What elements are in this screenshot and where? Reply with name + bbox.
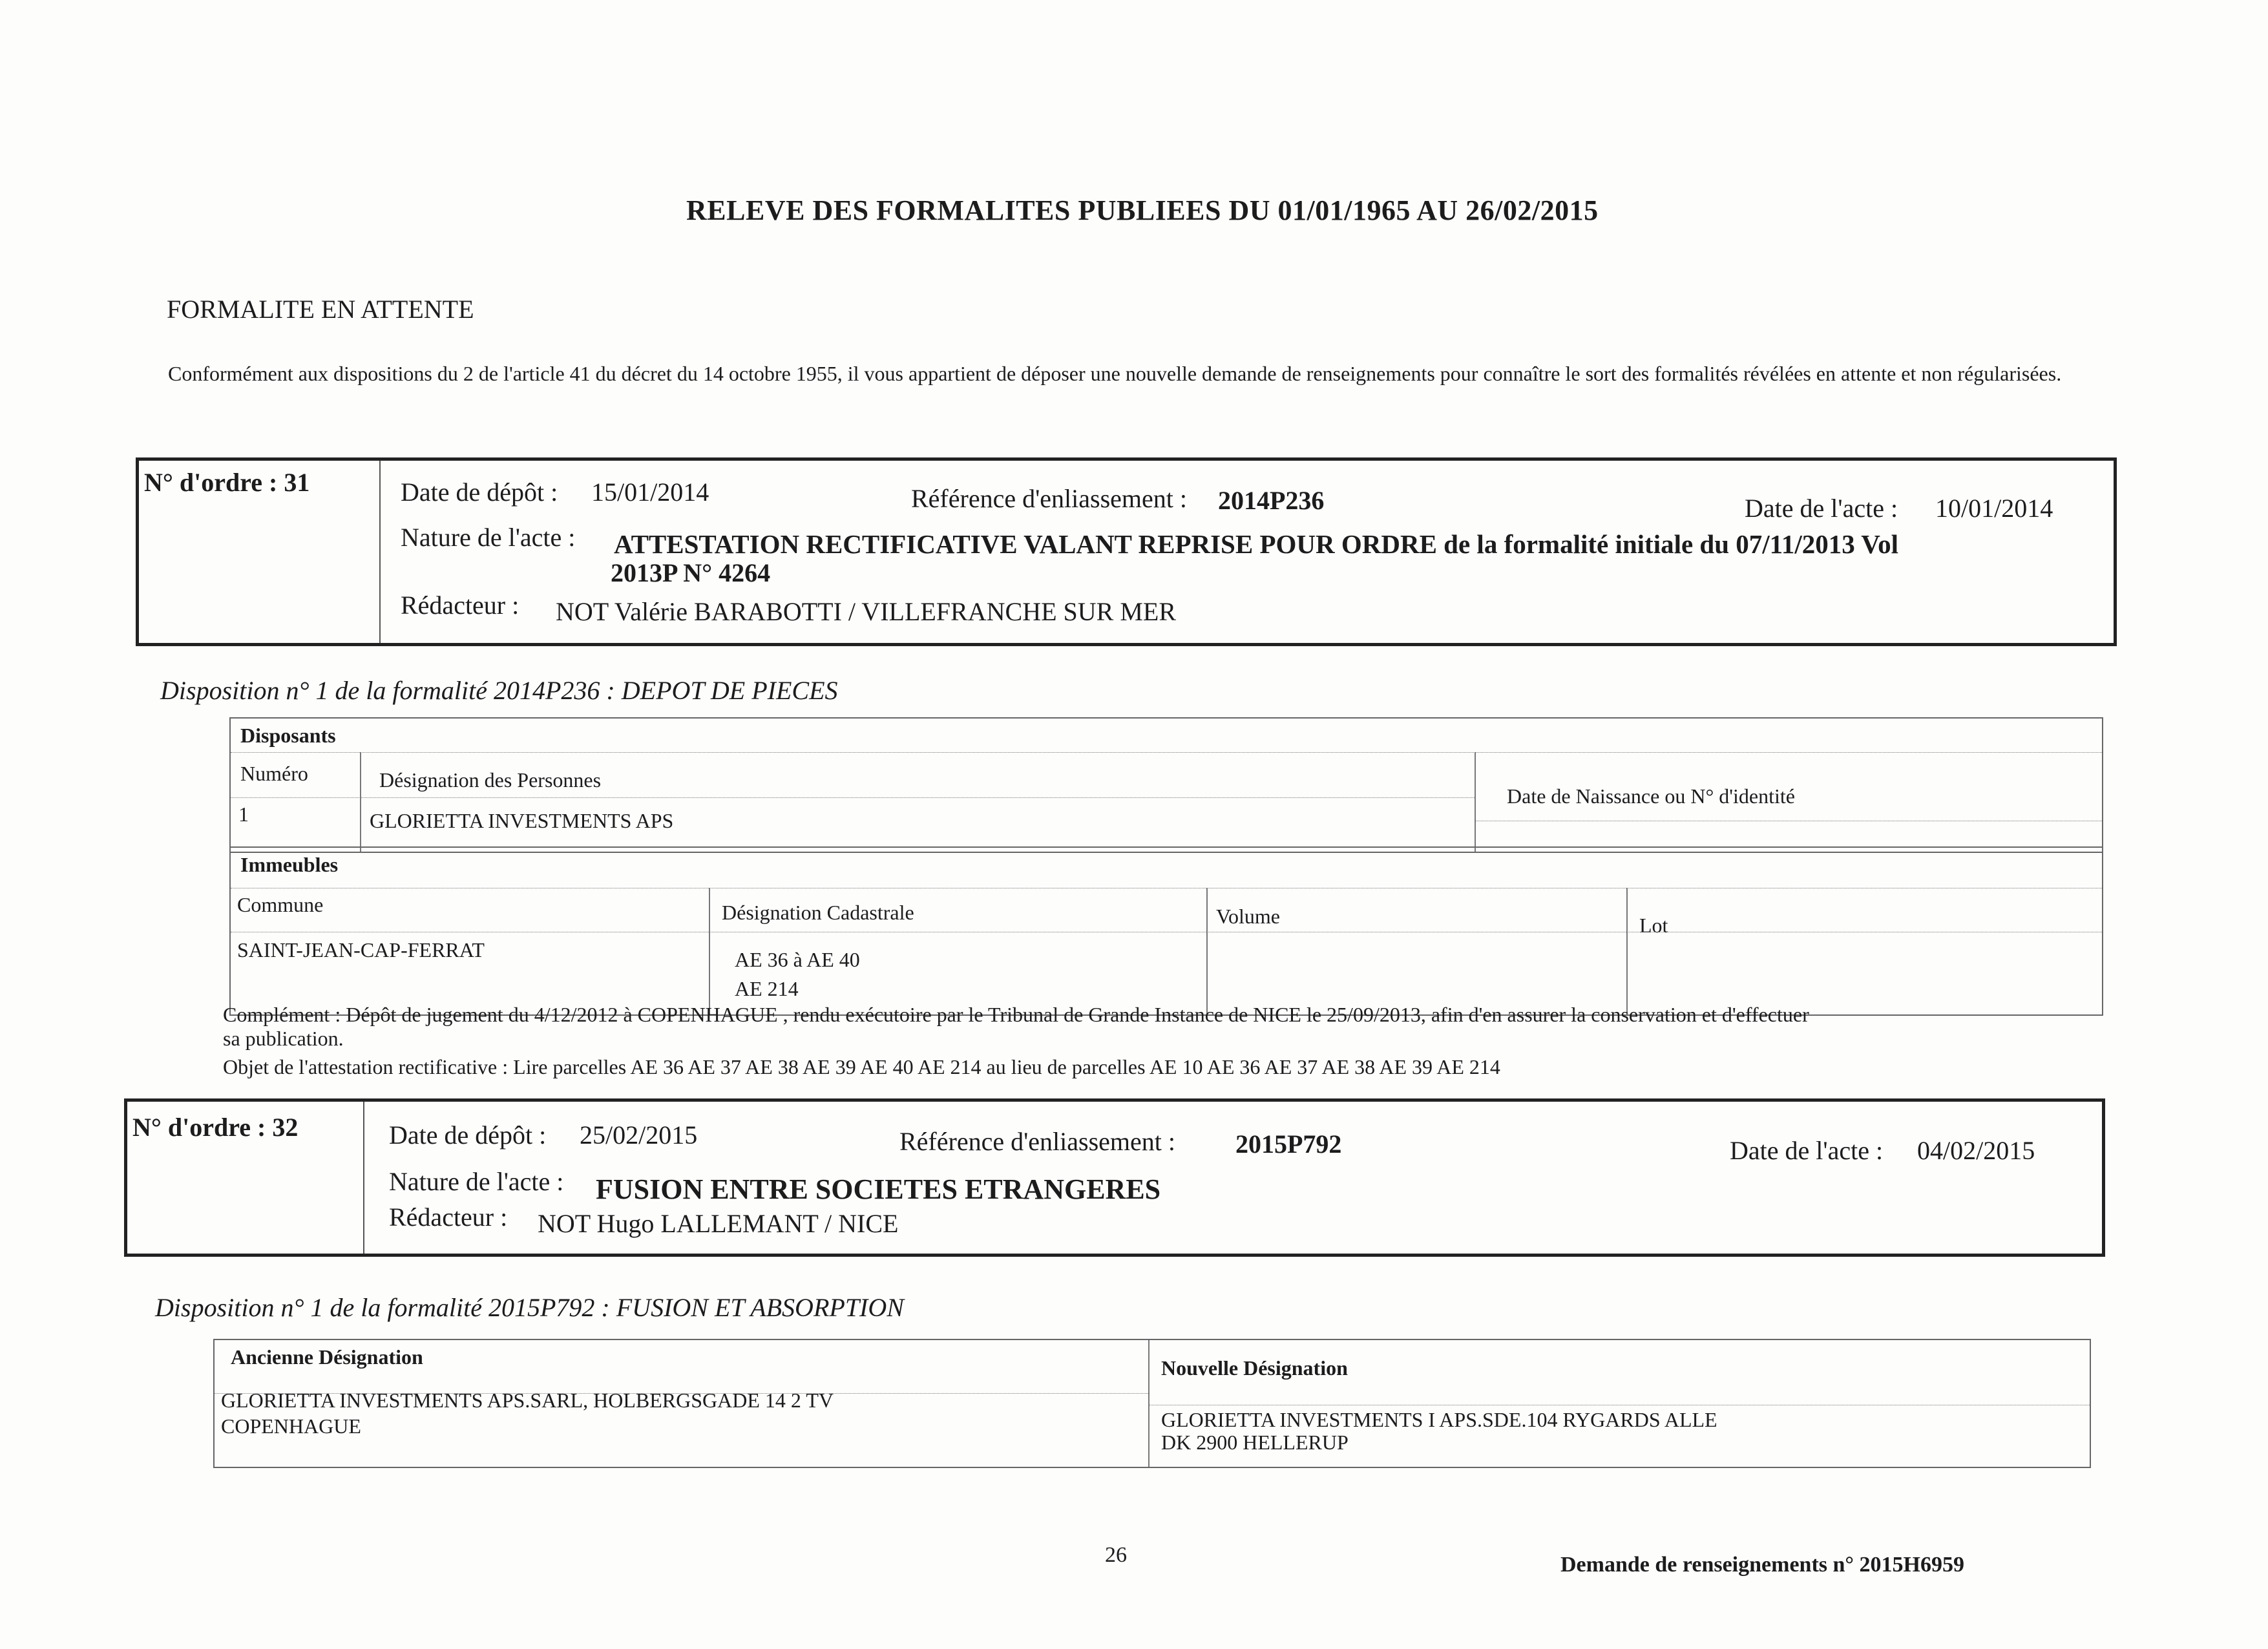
notice-text: Conformément aux dispositions du 2 de l'article 41 du décret du 14 octobre 1955, il vous appartient de déposer une nouvelle demande de renseignements pour connaître le sort des formalités révélées en attente et non régularisées. (168, 362, 2062, 385)
formalite-entry-31 (136, 457, 2117, 646)
depot-value: 15/01/2014 (591, 478, 709, 507)
reference-value: 2014P236 (1218, 486, 1325, 515)
nouvelle-line-2: DK 2900 HELLERUP (1161, 1431, 1349, 1454)
immeubles-table (229, 846, 2103, 1016)
row-designation: GLORIETTA INVESTMENTS APS (370, 809, 674, 832)
col-header-naissance: Date de Naissance ou N° d'identité (1507, 784, 1795, 808)
nature-value-line2: 2013P N° 4264 (611, 558, 771, 587)
immeubles-heading: Immeubles (240, 853, 339, 876)
complement-line-2: sa publication. (223, 1027, 344, 1050)
nouvelle-line-1: GLORIETTA INVESTMENTS I APS.SDE.104 RYGARDS ALLE (1161, 1408, 1717, 1431)
reference-label: Référence d'enliassement : (911, 484, 1188, 513)
disposants-table (229, 717, 2103, 853)
row-cadastrale-1: AE 36 à AE 40 (735, 948, 860, 971)
depot-value: 25/02/2015 (580, 1120, 698, 1150)
section-subtitle: FORMALITE EN ATTENTE (167, 295, 474, 324)
nature-label: Nature de l'acte : (401, 523, 576, 552)
row-numero: 1 (238, 803, 249, 826)
reference-label: Référence d'enliassement : (899, 1127, 1176, 1156)
document-title: RELEVE DES FORMALITES PUBLIEES DU 01/01/1965 AU 26/02/2015 (686, 194, 1599, 226)
date-acte-value: 10/01/2014 (1935, 494, 2053, 523)
redacteur-value: NOT Hugo LALLEMANT / NICE (538, 1209, 899, 1238)
nature-value: FUSION ENTRE SOCIETES ETRANGERES (596, 1173, 1161, 1205)
date-acte-label: Date de l'acte : (1730, 1136, 1884, 1165)
ordre-divider (363, 1102, 364, 1254)
redacteur-label: Rédacteur : (389, 1203, 508, 1232)
col-header-ancienne: Ancienne Désignation (231, 1345, 423, 1369)
col-divider (1475, 752, 1476, 852)
col-header-commune: Commune (237, 893, 324, 916)
col-divider (1148, 1340, 1150, 1467)
date-acte-value: 04/02/2015 (1917, 1136, 2035, 1165)
row-commune: SAINT-JEAN-CAP-FERRAT (237, 938, 485, 961)
objet-attestation: Objet de l'attestation rectificative : Lire parcelles AE 36 AE 37 AE 38 AE 39 AE 40 AE 214 au lieu de parcelles AE 10 AE 36 AE 37 AE 38 AE 39 AE 214 (223, 1055, 1500, 1078)
date-acte-label: Date de l'acte : (1745, 494, 1898, 523)
fusion-table (213, 1339, 2091, 1468)
depot-label: Date de dépôt : (401, 478, 558, 507)
disposants-heading: Disposants (240, 724, 336, 747)
formalite-entry-32 (124, 1098, 2105, 1257)
col-divider (1626, 888, 1628, 1014)
nature-label: Nature de l'acte : (389, 1167, 564, 1196)
disposition-title: Disposition n° 1 de la formalité 2014P236 : DEPOT DE PIECES (160, 676, 838, 705)
row-divider (231, 797, 1475, 798)
ancienne-line-1: GLORIETTA INVESTMENTS APS.SARL, HOLBERGSGADE 14 2 TV (221, 1389, 834, 1412)
col-divider (1206, 888, 1208, 1014)
col-divider (360, 752, 361, 852)
ordre-number: N° d'ordre : 32 (132, 1113, 299, 1142)
row-divider (231, 752, 2102, 753)
col-header-nouvelle: Nouvelle Désignation (1161, 1356, 1348, 1380)
redacteur-value: NOT Valérie BARABOTTI / VILLEFRANCHE SUR MER (556, 597, 1176, 626)
col-header-numero: Numéro (240, 762, 308, 785)
nature-value-line1: ATTESTATION RECTIFICATIVE VALANT REPRISE POUR ORDRE de la formalité initiale du 07/11/2013 Vol (614, 529, 1899, 559)
row-cadastrale-2: AE 214 (735, 977, 799, 1000)
reference-value: 2015P792 (1235, 1129, 1342, 1159)
ancienne-line-2: COPENHAGUE (221, 1414, 361, 1438)
col-header-volume: Volume (1216, 905, 1280, 928)
ordre-number: N° d'ordre : 31 (144, 468, 310, 497)
disposition-title: Disposition n° 1 de la formalité 2015P792 : FUSION ET ABSORPTION (155, 1293, 904, 1322)
demande-reference: Demande de renseignements n° 2015H6959 (1560, 1553, 1964, 1577)
col-header-lot: Lot (1639, 914, 1668, 937)
complement-line-1: Complément : Dépôt de jugement du 4/12/2012 à COPENHAGUE , rendu exécutoire par le Tribunal de Grande Instance de NICE le 25/09/2013, afin d'en assurer la conservation et d'effectuer (223, 1003, 1809, 1026)
redacteur-label: Rédacteur : (401, 591, 520, 620)
col-header-designation: Désignation des Personnes (379, 768, 602, 792)
page-number: 26 (1105, 1543, 1127, 1567)
col-divider (709, 888, 710, 1014)
ordre-divider (379, 461, 381, 643)
depot-label: Date de dépôt : (389, 1120, 547, 1150)
col-header-cadastrale: Désignation Cadastrale (722, 901, 914, 924)
